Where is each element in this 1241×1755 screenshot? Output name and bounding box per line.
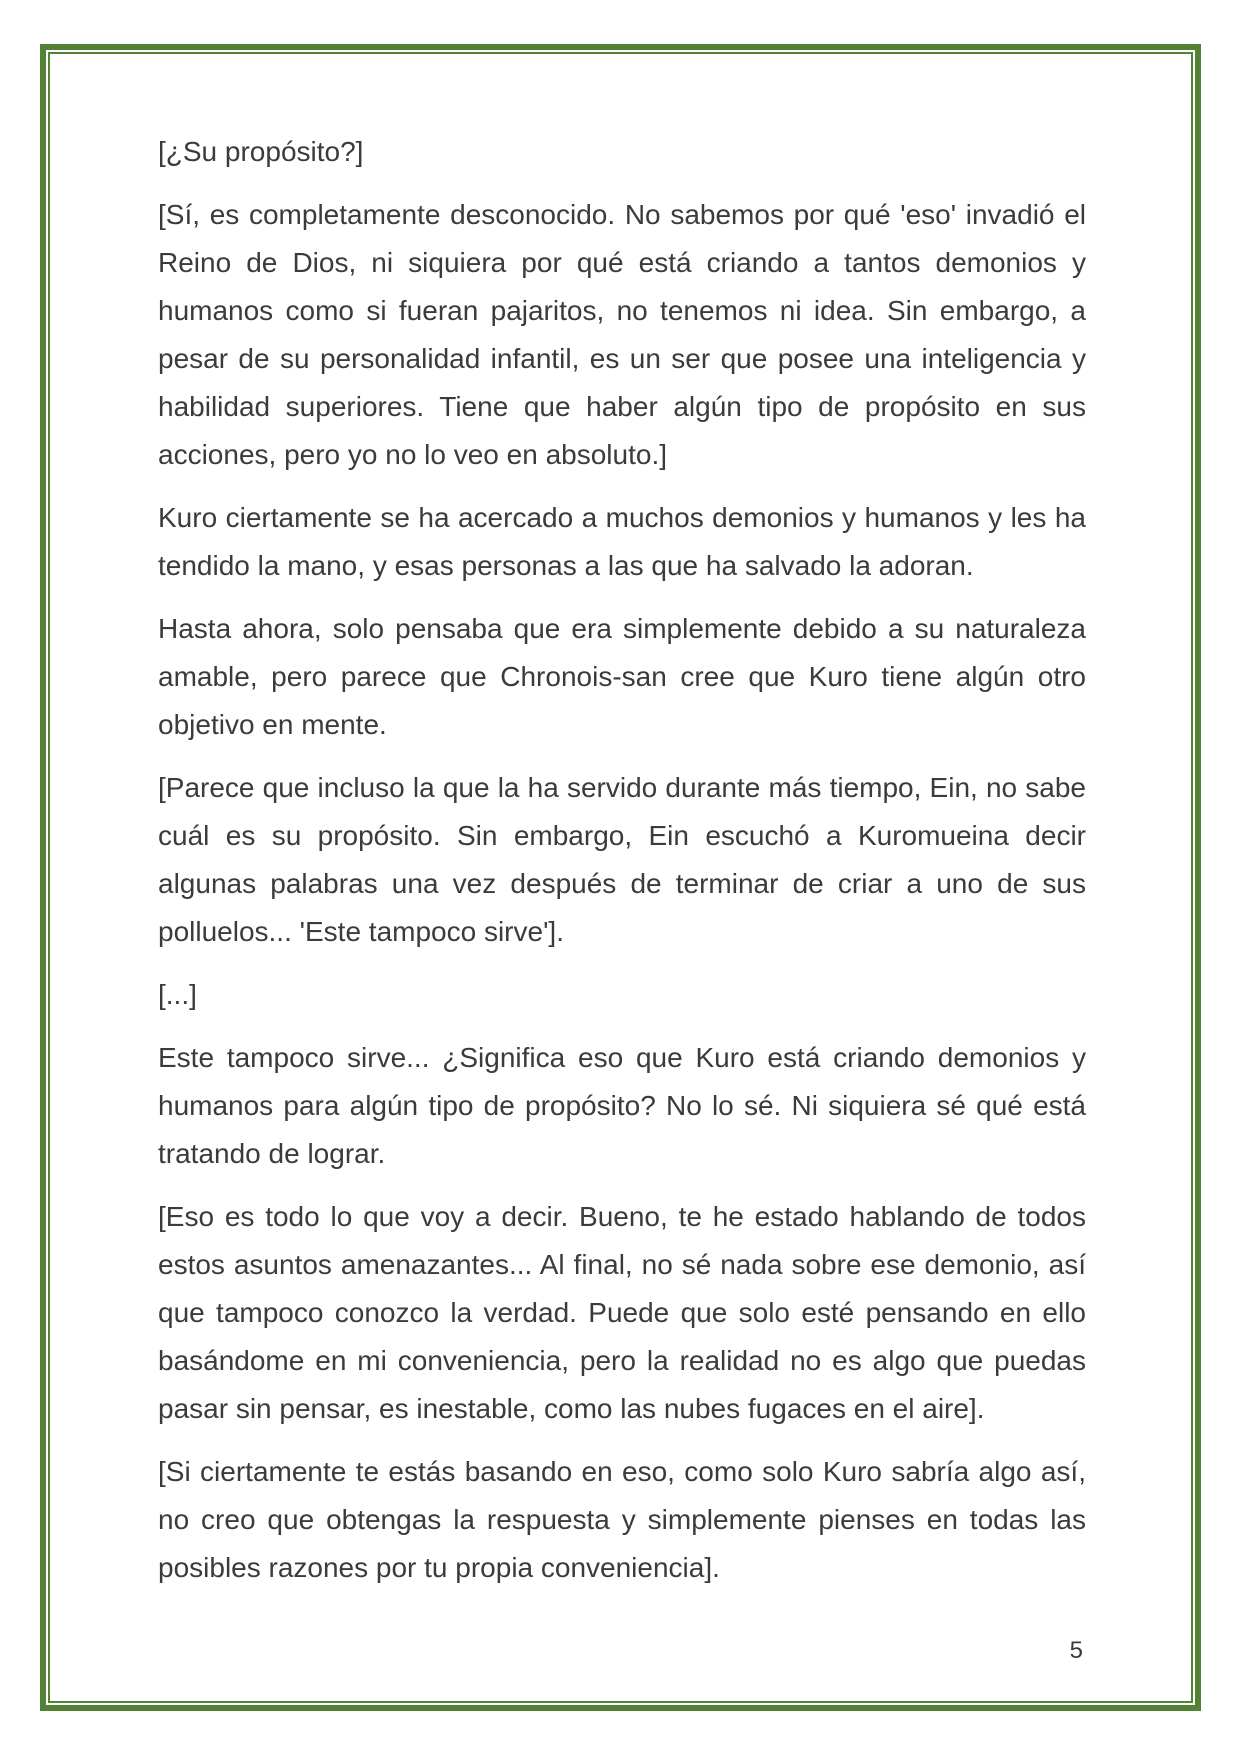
paragraph: Hasta ahora, solo pensaba que era simplemente debido a su naturaleza amable, pero parece que Chronois-san cree que Kuro tiene algún otro objetivo en mente. (158, 613, 1086, 740)
document-body-text (158, 128, 1086, 1607)
paragraph: Este tampoco sirve... ¿Significa eso que Kuro está criando demonios y humanos para algún tipo de propósito? No lo sé. Ni siquiera sé qué está tratando de lograr. (158, 1042, 1086, 1169)
paragraph: [...] (158, 979, 197, 1010)
paragraph: [¿Su propósito?] (158, 136, 364, 167)
paragraph: [Sí, es completamente desconocido. No sabemos por qué 'eso' invadió el Reino de Dios, ni siquiera por qué está criando a tantos demonios y humanos como si fueran pajaritos, no tenemos ni idea. Sin embargo, a pesar de su personalidad infantil, es un ser que posee una inteligencia y habilidad superiores. Tiene que haber algún tipo de propósito en sus acciones, pero yo no lo veo en absoluto.] (158, 199, 1086, 470)
paragraph: [Parece que incluso la que la ha servido durante más tiempo, Ein, no sabe cuál es su propósito. Sin embargo, Ein escuchó a Kuromueina decir algunas palabras una vez después de terminar de criar a uno de sus polluelos... 'Este tampoco sirve']. (158, 772, 1086, 947)
paragraph: [Eso es todo lo que voy a decir. Bueno, te he estado hablando de todos estos asuntos amenazantes... Al final, no sé nada sobre ese demonio, así que tampoco conozco la verdad. Puede que solo esté pensando en ello basándome en mi conveniencia, pero la realidad no es algo que puedas pasar sin pensar, es inestable, como las nubes fugaces en el aire]. (158, 1201, 1086, 1424)
page-number: 5 (1069, 1637, 1083, 1664)
paragraph: [Si ciertamente te estás basando en eso, como solo Kuro sabría algo así, no creo que obtengas la respuesta y simplemente pienses en todas las posibles razones por tu propia conveniencia]. (158, 1456, 1086, 1583)
paragraph: Kuro ciertamente se ha acercado a muchos demonios y humanos y les ha tendido la mano, y esas personas a las que ha salvado la adoran. (158, 502, 1086, 581)
